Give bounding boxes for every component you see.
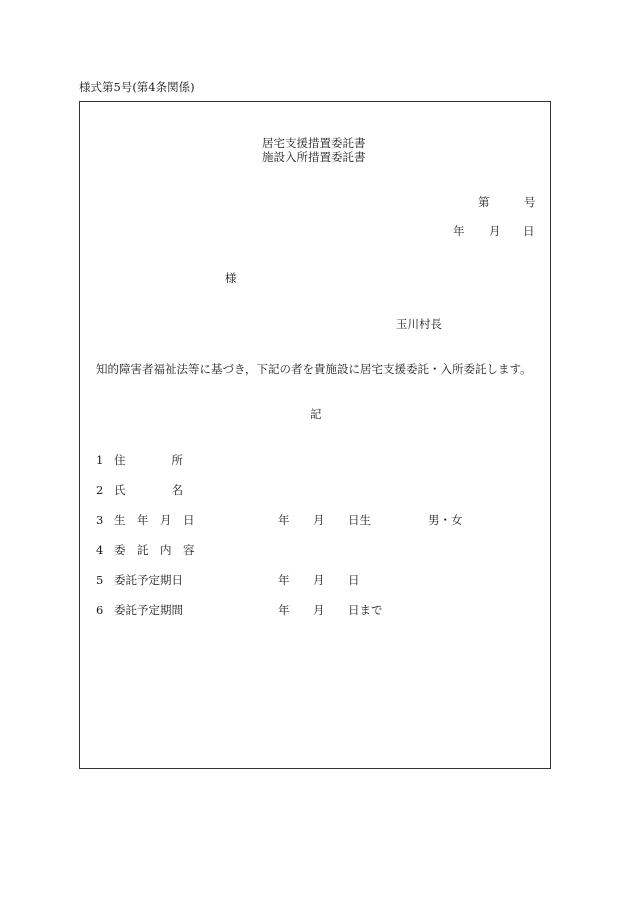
item-label-content: 委 託 内 容 — [114, 543, 195, 557]
scheduled-day: 日 — [348, 573, 360, 587]
doc-number-dai: 第 — [478, 195, 490, 209]
period-month: 月 — [313, 603, 325, 617]
period-year: 年 — [278, 603, 290, 617]
item-label-address: 住 所 — [114, 453, 183, 467]
doc-number-go: 号 — [524, 195, 536, 209]
addressee-honorific: 様 — [225, 271, 237, 285]
sex-options: 男・女 — [428, 513, 463, 527]
scheduled-month: 月 — [313, 573, 325, 587]
date-day: 日 — [523, 224, 535, 238]
date-year: 年 — [453, 224, 465, 238]
body-text: 知的障害者福祉法等に基づき，下記の者を貴施設に居宅支援委託・入所委託します。 — [96, 362, 532, 376]
scheduled-year: 年 — [278, 573, 290, 587]
title-line-1: 居宅支援措置委託書 — [262, 136, 366, 150]
period-day-suffix: 日まで — [348, 603, 383, 617]
item-no-5: 5 — [96, 573, 104, 587]
item-no-6: 6 — [96, 603, 104, 617]
birth-day-suffix: 日生 — [348, 513, 371, 527]
item-no-2: 2 — [96, 483, 104, 497]
item-label-name: 氏 名 — [114, 483, 183, 497]
issuer-name: 玉川村長 — [396, 317, 442, 331]
title-line-2: 施設入所措置委託書 — [262, 150, 366, 164]
birth-month: 月 — [313, 513, 325, 527]
date-month: 月 — [489, 224, 501, 238]
item-label-scheduled-date: 委託予定期日 — [114, 573, 183, 587]
item-no-4: 4 — [96, 543, 104, 557]
form-number: 様式第5号(第4条関係) — [79, 80, 195, 94]
item-label-birthdate: 生 年 月 日 — [114, 513, 195, 527]
ki-heading: 記 — [310, 407, 322, 421]
birth-year: 年 — [278, 513, 290, 527]
item-no-3: 3 — [96, 513, 104, 527]
item-label-period: 委託予定期間 — [114, 603, 183, 617]
item-no-1: 1 — [96, 453, 104, 467]
